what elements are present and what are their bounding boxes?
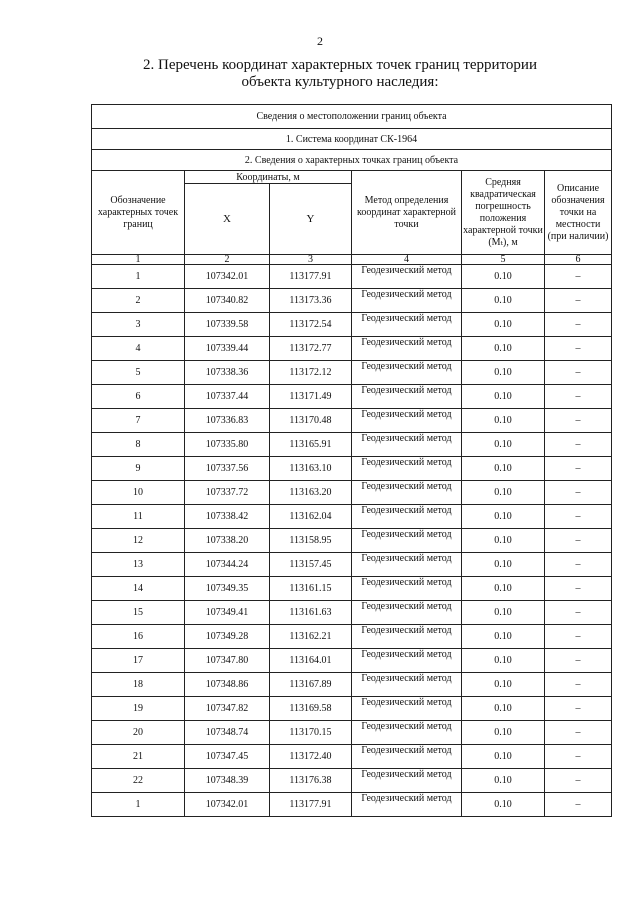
table-banner: Сведения о местоположении границ объекта (92, 105, 612, 129)
method-cell: Геодезический метод (352, 481, 462, 505)
y-cell: 113169.58 (270, 697, 352, 721)
table-row (92, 481, 612, 505)
x-cell: 107342.01 (185, 265, 270, 289)
x-cell: 107338.20 (185, 529, 270, 553)
description-cell: – (545, 721, 612, 745)
method-cell: Геодезический метод (352, 553, 462, 577)
description-cell: – (545, 577, 612, 601)
x-cell: 107348.86 (185, 673, 270, 697)
y-cell: 113177.91 (270, 265, 352, 289)
description-cell: – (545, 553, 612, 577)
title-line-2: объекта культурного наследия: (241, 74, 439, 90)
x-cell: 107337.72 (185, 481, 270, 505)
header-x: X (185, 184, 270, 255)
table-row (92, 385, 612, 409)
x-cell: 107347.80 (185, 649, 270, 673)
error-cell: 0.10 (462, 265, 545, 289)
method-cell: Геодезический метод (352, 313, 462, 337)
method-cell: Геодезический метод (352, 697, 462, 721)
method-cell: Геодезический метод (352, 337, 462, 361)
error-cell: 0.10 (462, 361, 545, 385)
table-row (92, 745, 612, 769)
x-cell: 107337.56 (185, 457, 270, 481)
error-cell: 0.10 (462, 433, 545, 457)
error-cell: 0.10 (462, 337, 545, 361)
x-cell: 107339.58 (185, 313, 270, 337)
x-cell: 107348.39 (185, 769, 270, 793)
method-cell: Геодезический метод (352, 289, 462, 313)
error-cell: 0.10 (462, 457, 545, 481)
y-cell: 113176.38 (270, 769, 352, 793)
column-number: 1 (92, 255, 185, 265)
description-cell: – (545, 361, 612, 385)
y-cell: 113172.77 (270, 337, 352, 361)
description-cell: – (545, 505, 612, 529)
error-cell: 0.10 (462, 481, 545, 505)
y-cell: 113157.45 (270, 553, 352, 577)
table-row (92, 529, 612, 553)
method-cell: Геодезический метод (352, 601, 462, 625)
error-cell: 0.10 (462, 673, 545, 697)
y-cell: 113177.91 (270, 793, 352, 817)
description-cell: – (545, 673, 612, 697)
method-cell: Геодезический метод (352, 361, 462, 385)
document-title (60, 57, 620, 91)
point-cell: 17 (92, 649, 185, 673)
point-cell: 12 (92, 529, 185, 553)
y-cell: 113173.36 (270, 289, 352, 313)
y-cell: 113172.54 (270, 313, 352, 337)
table-row (92, 265, 612, 289)
y-cell: 113161.63 (270, 601, 352, 625)
error-cell: 0.10 (462, 505, 545, 529)
point-cell: 1 (92, 793, 185, 817)
x-cell: 107348.74 (185, 721, 270, 745)
table-row (92, 649, 612, 673)
y-cell: 113172.40 (270, 745, 352, 769)
point-cell: 11 (92, 505, 185, 529)
point-cell: 10 (92, 481, 185, 505)
description-cell: – (545, 529, 612, 553)
description-cell: – (545, 745, 612, 769)
header-description: Описание обозначения точки на местности (при наличии) (545, 171, 612, 255)
description-cell: – (545, 697, 612, 721)
table-body (92, 265, 612, 817)
point-cell: 1 (92, 265, 185, 289)
error-cell: 0.10 (462, 625, 545, 649)
header-y: Y (270, 184, 352, 255)
method-cell: Геодезический метод (352, 385, 462, 409)
y-cell: 113171.49 (270, 385, 352, 409)
coordinates-table (91, 104, 612, 817)
table-row (92, 289, 612, 313)
point-cell: 6 (92, 385, 185, 409)
method-cell: Геодезический метод (352, 577, 462, 601)
x-cell: 107349.35 (185, 577, 270, 601)
point-cell: 7 (92, 409, 185, 433)
point-cell: 21 (92, 745, 185, 769)
x-cell: 107338.36 (185, 361, 270, 385)
x-cell: 107347.82 (185, 697, 270, 721)
point-cell: 8 (92, 433, 185, 457)
error-cell: 0.10 (462, 529, 545, 553)
description-cell: – (545, 289, 612, 313)
point-cell: 2 (92, 289, 185, 313)
description-cell: – (545, 793, 612, 817)
point-cell: 15 (92, 601, 185, 625)
table-row (92, 625, 612, 649)
description-cell: – (545, 409, 612, 433)
method-cell: Геодезический метод (352, 721, 462, 745)
description-cell: – (545, 625, 612, 649)
description-cell: – (545, 457, 612, 481)
y-cell: 113165.91 (270, 433, 352, 457)
y-cell: 113164.01 (270, 649, 352, 673)
error-cell: 0.10 (462, 577, 545, 601)
y-cell: 113161.15 (270, 577, 352, 601)
method-cell: Геодезический метод (352, 433, 462, 457)
header-point: Обозначение характерных точек границ (92, 171, 185, 255)
method-cell: Геодезический метод (352, 793, 462, 817)
point-cell: 3 (92, 313, 185, 337)
method-cell: Геодезический метод (352, 625, 462, 649)
table-row (92, 673, 612, 697)
error-cell: 0.10 (462, 745, 545, 769)
boundary-points-section-row: 2. Сведения о характерных точках границ объекта (92, 150, 612, 171)
description-cell: – (545, 337, 612, 361)
x-cell: 107342.01 (185, 793, 270, 817)
error-cell: 0.10 (462, 409, 545, 433)
point-cell: 19 (92, 697, 185, 721)
table-row (92, 577, 612, 601)
column-numbers-row (92, 255, 612, 265)
table-row (92, 697, 612, 721)
error-cell: 0.10 (462, 721, 545, 745)
point-cell: 20 (92, 721, 185, 745)
method-cell: Геодезический метод (352, 745, 462, 769)
y-cell: 113162.21 (270, 625, 352, 649)
y-cell: 113170.48 (270, 409, 352, 433)
error-cell: 0.10 (462, 553, 545, 577)
error-cell: 0.10 (462, 601, 545, 625)
header-method: Метод определения координат характерной точки (352, 171, 462, 255)
description-cell: – (545, 649, 612, 673)
description-cell: – (545, 481, 612, 505)
table-row (92, 505, 612, 529)
point-cell: 22 (92, 769, 185, 793)
method-cell: Геодезический метод (352, 769, 462, 793)
method-cell: Геодезический метод (352, 529, 462, 553)
x-cell: 107335.80 (185, 433, 270, 457)
column-number: 6 (545, 255, 612, 265)
point-cell: 9 (92, 457, 185, 481)
method-cell: Геодезический метод (352, 673, 462, 697)
description-cell: – (545, 313, 612, 337)
x-cell: 107349.41 (185, 601, 270, 625)
y-cell: 113163.20 (270, 481, 352, 505)
column-number: 3 (270, 255, 352, 265)
description-cell: – (545, 265, 612, 289)
error-cell: 0.10 (462, 649, 545, 673)
description-cell: – (545, 769, 612, 793)
method-cell: Геодезический метод (352, 457, 462, 481)
column-number: 5 (462, 255, 545, 265)
page-number: 2 (317, 34, 323, 48)
point-cell: 16 (92, 625, 185, 649)
coordinate-system-row: 1. Система координат СК-1964 (92, 129, 612, 150)
table-row (92, 553, 612, 577)
table-row (92, 337, 612, 361)
table-row (92, 457, 612, 481)
method-cell: Геодезический метод (352, 265, 462, 289)
description-cell: – (545, 433, 612, 457)
x-cell: 107338.42 (185, 505, 270, 529)
x-cell: 107349.28 (185, 625, 270, 649)
method-cell: Геодезический метод (352, 505, 462, 529)
x-cell: 107339.44 (185, 337, 270, 361)
x-cell: 107340.82 (185, 289, 270, 313)
error-cell: 0.10 (462, 313, 545, 337)
header-error: Средняя квадратическая погрешность положения характерной точки (Mₜ), м (462, 171, 545, 255)
method-cell: Геодезический метод (352, 409, 462, 433)
error-cell: 0.10 (462, 385, 545, 409)
x-cell: 107337.44 (185, 385, 270, 409)
title-line-1: 2. Перечень координат характерных точек границ территории (143, 57, 537, 73)
point-cell: 14 (92, 577, 185, 601)
error-cell: 0.10 (462, 793, 545, 817)
column-number: 2 (185, 255, 270, 265)
table-row (92, 769, 612, 793)
point-cell: 18 (92, 673, 185, 697)
y-cell: 113172.12 (270, 361, 352, 385)
error-cell: 0.10 (462, 697, 545, 721)
point-cell: 13 (92, 553, 185, 577)
y-cell: 113167.89 (270, 673, 352, 697)
table-row (92, 601, 612, 625)
description-cell: – (545, 601, 612, 625)
point-cell: 4 (92, 337, 185, 361)
table-row (92, 361, 612, 385)
column-number: 4 (352, 255, 462, 265)
table-row (92, 409, 612, 433)
point-cell: 5 (92, 361, 185, 385)
method-cell: Геодезический метод (352, 649, 462, 673)
y-cell: 113163.10 (270, 457, 352, 481)
y-cell: 113158.95 (270, 529, 352, 553)
y-cell: 113170.15 (270, 721, 352, 745)
table-row (92, 793, 612, 817)
header-coords: Координаты, м (185, 171, 352, 184)
error-cell: 0.10 (462, 769, 545, 793)
description-cell: – (545, 385, 612, 409)
x-cell: 107336.83 (185, 409, 270, 433)
table-row (92, 721, 612, 745)
table-row (92, 313, 612, 337)
y-cell: 113162.04 (270, 505, 352, 529)
table-row (92, 433, 612, 457)
x-cell: 107344.24 (185, 553, 270, 577)
error-cell: 0.10 (462, 289, 545, 313)
x-cell: 107347.45 (185, 745, 270, 769)
